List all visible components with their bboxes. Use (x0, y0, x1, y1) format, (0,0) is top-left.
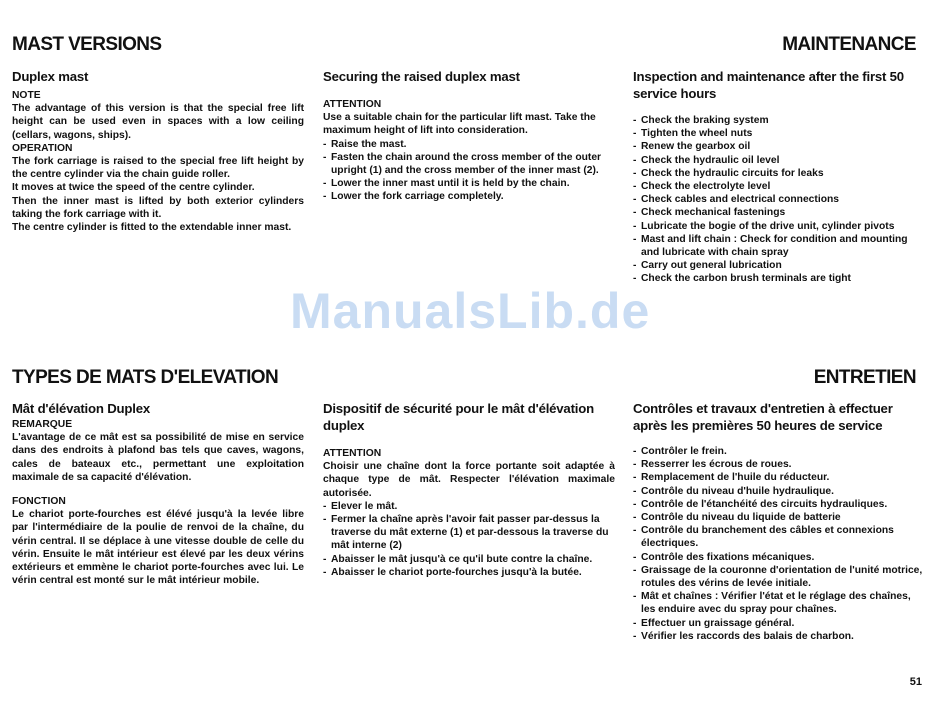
en-securing-title: Securing the raised duplex mast (323, 69, 520, 84)
fr-attention-text: Choisir une chaîne dont la force portante soit adaptée à chaque type de mât. Respecter l'élévation maximale autorisée. (323, 461, 615, 499)
fr-remarque-text: L'avantage de ce mât est sa possibilité de mise en service dans des endroits à plafond bas tels que caves, wagons, cales de bateaux etc., permettant une exploitation maximale de sa capacité d'élévation. (12, 432, 304, 483)
fr-controles-title: Contrôles et travaux d'entretien à effectuer après les premières 50 heures de service (633, 401, 893, 433)
fr-remarque-label: REMARQUE (12, 419, 73, 430)
watermark: ManualsLib.de (290, 283, 651, 339)
heading-types-de-mats: TYPES DE MATS D'ELEVATION (12, 367, 279, 388)
list-item: - Check cables and electrical connections (633, 193, 923, 206)
list-item: - Fermer la chaîne après l'avoir fait passer par-dessus la traverse du mât externe (1) et par-dessous la traverse du mât interne (2) (323, 513, 615, 553)
en-operation-line: The centre cylinder is fitted to the extendable inner mast. (12, 222, 292, 234)
fr-controles-list (633, 445, 923, 643)
en-inspection-column (633, 68, 923, 286)
en-inspection-list (633, 114, 923, 286)
heading-mast-versions: MAST VERSIONS (12, 34, 162, 55)
list-item: - Check the carbon brush terminals are tight (633, 272, 923, 285)
heading-maintenance: MAINTENANCE (782, 34, 916, 55)
fr-dispositif-column (323, 400, 615, 579)
en-note-label: NOTE (12, 90, 41, 101)
list-item: - Contrôle du niveau du liquide de batterie (633, 511, 923, 524)
list-item: - Mast and lift chain : Check for condition and mounting and lubricate with chain spray (633, 233, 923, 259)
list-item: - Resserrer les écrous de roues. (633, 458, 923, 471)
en-operation-line: Then the inner mast is lifted by both exterior cylinders taking the fork carriage with it. (12, 195, 304, 220)
list-item: - Mât et chaînes : Vérifier l'état et le réglage des chaînes, les enduire avec du spray pour chaînes. (633, 590, 923, 616)
en-attention-text: Use a suitable chain for the particular lift mast. Take the maximum height of lift into consideration. (323, 112, 596, 137)
page-number: 51 (909, 676, 922, 688)
list-item: - Renew the gearbox oil (633, 140, 923, 153)
list-item: - Raise the mast. (323, 138, 615, 151)
en-attention-label: ATTENTION (323, 99, 382, 110)
fr-fonction-label: FONCTION (12, 496, 66, 508)
list-item: - Contrôle des fixations mécaniques. (633, 551, 923, 564)
list-item: - Contrôle de l'étanchéité des circuits hydrauliques. (633, 498, 923, 511)
list-item: - Vérifier les raccords des balais de charbon. (633, 630, 923, 643)
fr-mat-duplex-title: Mât d'élévation Duplex (12, 401, 150, 416)
list-item: - Contrôler le frein. (633, 445, 923, 458)
list-item: - Effectuer un graissage général. (633, 617, 923, 630)
en-inspection-title: Inspection and maintenance after the first 50 service hours (633, 69, 904, 101)
fr-dispositif-title: Dispositif de sécurité pour le mât d'élévation duplex (323, 401, 594, 433)
list-item: - Lower the inner mast until it is held by the chain. (323, 177, 615, 190)
fr-controles-column (633, 400, 923, 643)
list-item: - Check the hydraulic circuits for leaks (633, 167, 923, 180)
en-operation-line: It moves at twice the speed of the centre cylinder. (12, 182, 255, 194)
list-item: - Remplacement de l'huile du réducteur. (633, 471, 923, 484)
list-item: - Abaisser le mât jusqu'à ce qu'il bute contre la chaîne. (323, 553, 615, 566)
fr-dispositif-steps (323, 500, 615, 579)
list-item: - Tighten the wheel nuts (633, 127, 923, 140)
list-item: - Check the hydraulic oil level (633, 154, 923, 167)
en-operation-line: The fork carriage is raised to the special free lift height by the centre cylinder via the chain guide roller. (12, 156, 304, 181)
list-item: - Check mechanical fastenings (633, 206, 923, 219)
en-securing-column (323, 68, 615, 204)
en-securing-steps (323, 138, 615, 204)
list-item: - Contrôle du niveau d'huile hydraulique. (633, 485, 923, 498)
fr-fonction-text: Le chariot porte-fourches est élévé jusqu'à la levée libre par l'intermédiaire de la poulie de renvoi de la chaîne, du vérin central. Il se déplace à une vitesse double de celle du vérin. Ensuite le mât intérieur est élevé par les deux vérins extérieurs et emmène le chariot porte-fourches avec lui. Le vérin central est monté sur le mât intérieur mobile. (12, 509, 304, 587)
list-item: - Carry out general lubrication (633, 259, 923, 272)
en-duplex-mast-title: Duplex mast (12, 69, 89, 84)
heading-entretien: ENTRETIEN (813, 367, 916, 388)
fr-attention-label: ATTENTION (323, 448, 382, 459)
list-item: - Contrôle du branchement des câbles et connexions électriques. (633, 524, 923, 550)
list-item: - Elever le mât. (323, 500, 615, 513)
list-item: - Graissage de la couronne d'orientation de l'unité motrice, rotules des vérins de levée initiale. (633, 564, 923, 590)
en-note-text: The advantage of this version is that the special free lift height can be used even in spaces with a low ceiling (cellars, wagons, ships). (12, 103, 304, 141)
en-operation-label: OPERATION (12, 142, 73, 154)
list-item: - Fasten the chain around the cross member of the outer upright (1) and the cross member of the inner mast (2). (323, 151, 615, 177)
list-item: - Check the electrolyte level (633, 180, 923, 193)
fr-mat-duplex-column (12, 400, 304, 587)
en-duplex-mast-column (12, 68, 304, 234)
list-item: - Lubricate the bogie of the drive unit, cylinder pivots (633, 220, 923, 233)
list-item: - Abaisser le chariot porte-fourches jusqu'à la butée. (323, 566, 615, 579)
list-item: - Check the braking system (633, 114, 923, 127)
list-item: - Lower the fork carriage completely. (323, 190, 615, 203)
